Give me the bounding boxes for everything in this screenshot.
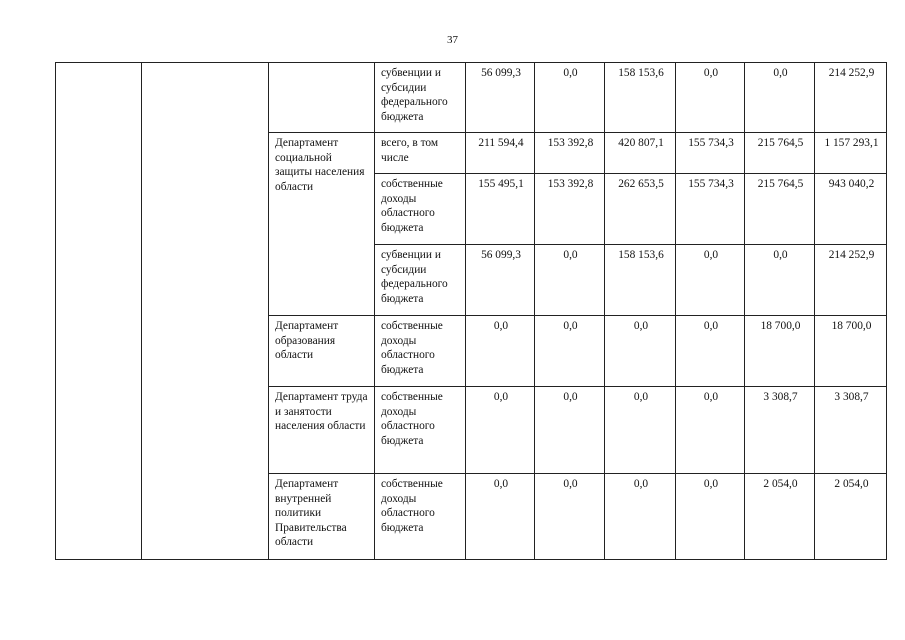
- value-cell: 0,0: [676, 316, 745, 387]
- value-cell: 158 153,6: [605, 63, 676, 133]
- value-cell: 18 700,0: [815, 316, 887, 387]
- value-cell: 0,0: [605, 387, 676, 474]
- value-cell: 155 495,1: [466, 174, 535, 245]
- source-cell: собственные доходы областного бюджета: [375, 387, 466, 474]
- value-cell: 0,0: [745, 63, 815, 133]
- source-cell: собственные доходы областного бюджета: [375, 474, 466, 560]
- value-cell: 0,0: [466, 387, 535, 474]
- value-cell: 56 099,3: [466, 63, 535, 133]
- department-cell: Департамент труда и занятости населения области: [269, 387, 375, 474]
- department-cell: Департамент социальной защиты населения области: [269, 133, 375, 316]
- value-cell: 0,0: [535, 316, 605, 387]
- department-cell: [269, 63, 375, 133]
- department-cell: Департамент образования области: [269, 316, 375, 387]
- value-cell: 0,0: [535, 474, 605, 560]
- value-cell: 56 099,3: [466, 245, 535, 316]
- source-cell: всего, в том числе: [375, 133, 466, 174]
- value-cell: 155 734,3: [676, 174, 745, 245]
- department-cell: Департамент внутренней политики Правительства области: [269, 474, 375, 560]
- empty-column-1: [56, 63, 142, 560]
- empty-column-2: [142, 63, 269, 560]
- value-cell: 0,0: [676, 63, 745, 133]
- value-cell: 1 157 293,1: [815, 133, 887, 174]
- value-cell: 211 594,4: [466, 133, 535, 174]
- source-cell: собственные доходы областного бюджета: [375, 316, 466, 387]
- value-cell: 943 040,2: [815, 174, 887, 245]
- value-cell: 155 734,3: [676, 133, 745, 174]
- value-cell: 0,0: [466, 474, 535, 560]
- value-cell: 0,0: [676, 387, 745, 474]
- page-number: 37: [447, 34, 458, 46]
- value-cell: 0,0: [535, 245, 605, 316]
- value-cell: 0,0: [535, 63, 605, 133]
- source-cell: собственные доходы областного бюджета: [375, 174, 466, 245]
- table-row: [56, 63, 887, 133]
- value-cell: 158 153,6: [605, 245, 676, 316]
- value-cell: 3 308,7: [745, 387, 815, 474]
- value-cell: 0,0: [676, 245, 745, 316]
- value-cell: 262 653,5: [605, 174, 676, 245]
- value-cell: 215 764,5: [745, 174, 815, 245]
- value-cell: 0,0: [676, 474, 745, 560]
- budget-table: [55, 62, 887, 560]
- value-cell: 153 392,8: [535, 174, 605, 245]
- value-cell: 3 308,7: [815, 387, 887, 474]
- source-cell: субвенции и субсидии федерального бюджета: [375, 63, 466, 133]
- value-cell: 18 700,0: [745, 316, 815, 387]
- value-cell: 420 807,1: [605, 133, 676, 174]
- value-cell: 0,0: [466, 316, 535, 387]
- value-cell: 215 764,5: [745, 133, 815, 174]
- source-cell: субвенции и субсидии федерального бюджета: [375, 245, 466, 316]
- value-cell: 2 054,0: [745, 474, 815, 560]
- value-cell: 2 054,0: [815, 474, 887, 560]
- value-cell: 214 252,9: [815, 245, 887, 316]
- value-cell: 153 392,8: [535, 133, 605, 174]
- value-cell: 0,0: [605, 316, 676, 387]
- value-cell: 214 252,9: [815, 63, 887, 133]
- value-cell: 0,0: [535, 387, 605, 474]
- value-cell: 0,0: [745, 245, 815, 316]
- value-cell: 0,0: [605, 474, 676, 560]
